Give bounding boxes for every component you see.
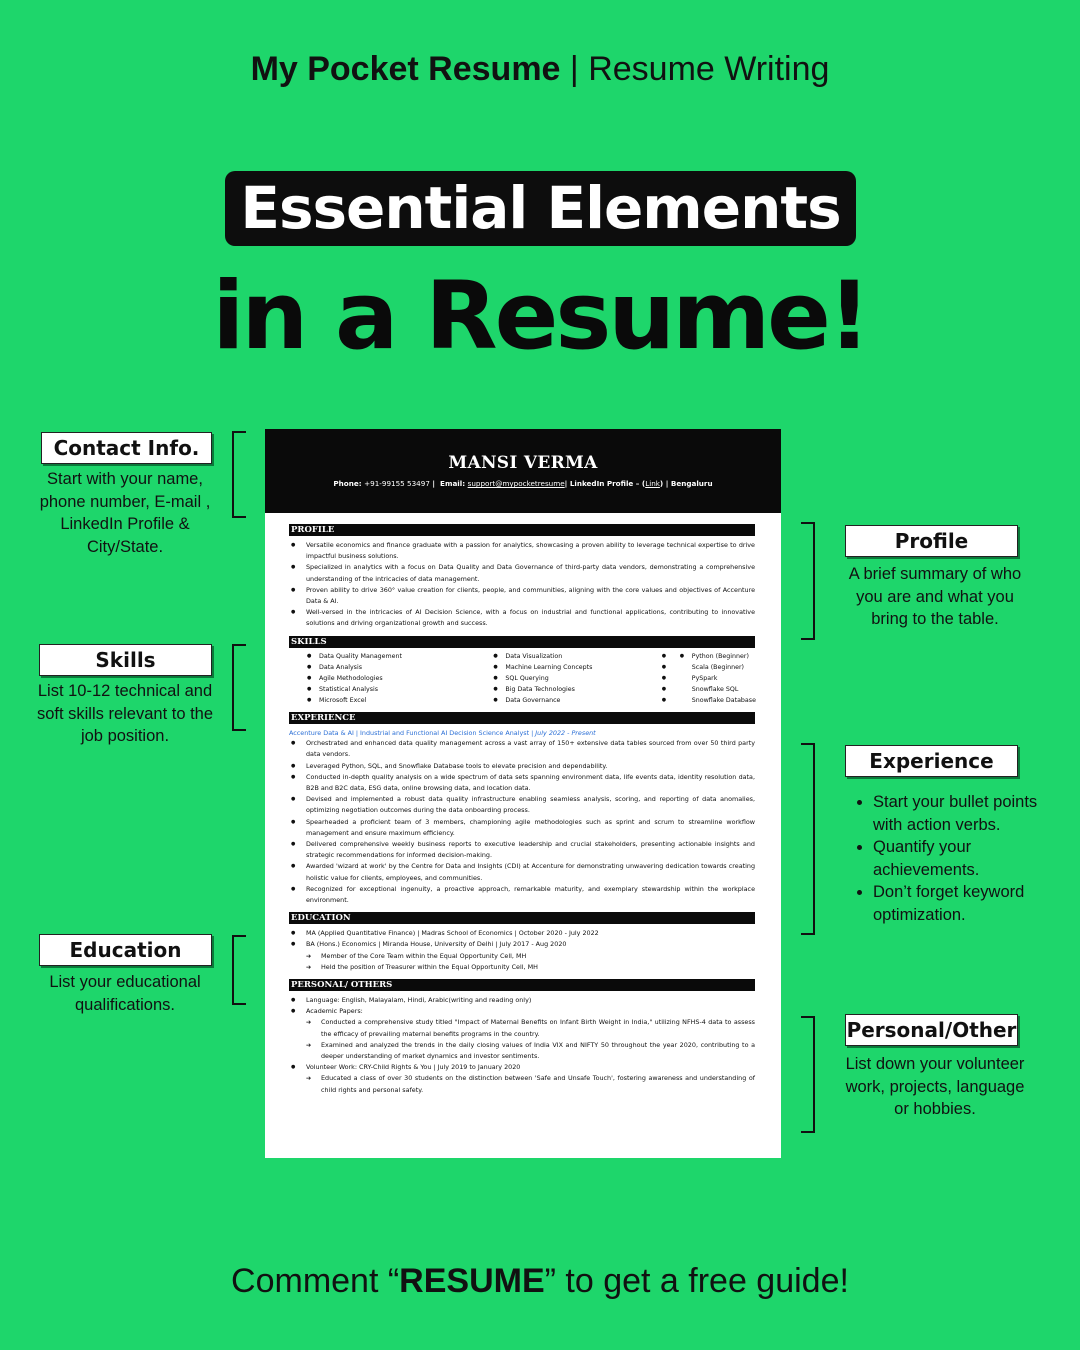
experience-tip: • Don’t forget keyword optimization. [873, 881, 1051, 926]
skill-item: ● Snowflake Database [662, 695, 755, 706]
education-bracket [232, 935, 246, 1005]
experience-tip: • Quantify your achievements. [873, 836, 1051, 881]
skill-item: ● Big Data Technologies [475, 684, 661, 695]
skill-item: ● Data Analysis [289, 662, 475, 673]
linkedin-link[interactable]: Link [645, 479, 660, 488]
experience-bracket [801, 743, 815, 935]
footer-pre: Comment “ [231, 1262, 400, 1300]
contact-info-desc: Start with your name, phone number, E-mail , LinkedIn Profile & City/State. [39, 470, 211, 556]
experience-role [289, 729, 755, 737]
personal-bracket [801, 1016, 815, 1133]
contact-info-label: Contact Info. [41, 432, 212, 464]
skills-label: Skills [39, 644, 212, 676]
list-item: ➔ Member of the Core Team within the Equal Opportunity Cell, MH [289, 951, 755, 962]
brand-name: My Pocket Resume [250, 50, 561, 88]
section-education: EDUCATION [289, 912, 755, 924]
header-subtitle: Resume Writing [588, 50, 830, 88]
resume-header [265, 429, 781, 513]
phone-label: Phone: [333, 479, 362, 488]
education-list [289, 928, 755, 973]
section-experience: EXPERIENCE [289, 712, 755, 724]
list-item: ● Delivered comprehensive weekly business reports to executive leadership and crucial stakeholders, presenting actionable insights and strategic recommendations for informed decision-making. [289, 839, 755, 861]
list-item: ➔ Held the position of Treasurer within the Equal Opportunity Cell, MH [289, 962, 755, 973]
list-item: ● BA (Hons.) Economics | Miranda House, University of Delhi | July 2017 - Aug 2020 [289, 939, 755, 950]
resume-contact: Phone: +91-99155 53497 | Email: support@mypocketresume| LinkedIn Profile – (Link) | Bengaluru [333, 479, 713, 488]
profile-bracket [801, 522, 815, 640]
education-label: Education [39, 934, 212, 966]
list-item: ● Well-versed in the intricacies of AI Decision Science, with a focus on industrial and functional applications, contributing to innovative solutions and driving organizational growth and success. [289, 607, 755, 629]
skill-item: ● Statistical Analysis [289, 684, 475, 695]
list-item: ● Versatile economics and finance graduate with a passion for analytics, showcasing a proven ability to leverage technical expertise to drive impactful business solutions. [289, 540, 755, 562]
list-item: ● Devised and implemented a robust data quality infrastructure enabling seamless analysis, scoring, and reporting of data anomalies, optimizing negotiation outcomes during the data onboarding process. [289, 794, 755, 816]
skill-item: ● Data Governance [475, 695, 661, 706]
footer-post: ” to get a free guide! [544, 1262, 849, 1300]
linkedin-end: ) [659, 479, 664, 488]
list-item: ● Language: English, Malayalam, Hindi, Arabic(writing and reading only) [289, 995, 755, 1006]
skill-item: ● PySpark [662, 673, 755, 684]
phone-value: +91-99155 53497 [364, 479, 430, 488]
experience-dates: July 2022 - Present [535, 729, 596, 738]
resume-sample [265, 429, 781, 1158]
profile-desc: A brief summary of who you are and what you bring to the table. [848, 565, 1022, 628]
profile-list [289, 540, 755, 630]
skill-item: ● Machine Learning Concepts [475, 662, 661, 673]
education-desc: List your educational qualifications. [49, 973, 201, 1014]
skill-item: ● Agile Methodologies [289, 673, 475, 684]
list-item: ● Conducted in-depth quality analysis on a wide spectrum of data sets spanning environment data, life events data, identity resolution data, B2B and B2C data, ESG data, online browsing data, and location data. [289, 772, 755, 794]
skill-item: ● Snowflake SQL [662, 684, 755, 695]
list-item: ● Proven ability to drive 360° value creation for clients, people, and communities, aligning with the core values and objectives of Accenture Data & AI. [289, 585, 755, 607]
skill-item: ● ● Data Visualization [475, 651, 661, 662]
skills-bracket [232, 644, 246, 731]
list-item: ● Orchestrated and enhanced data quality management across a vast array of 150+ extensive data tables sourced from over 50 third party data vendors. [289, 738, 755, 760]
city: Bengaluru [670, 479, 713, 488]
email-link[interactable]: support@mypocketresume [467, 479, 565, 488]
list-item: ➔ Educated a class of over 30 students on the distinction between 'Safe and Unsafe Touch', fostering awareness and understanding of child rights and personal safety. [289, 1073, 755, 1095]
header [0, 50, 1080, 89]
experience-tips [851, 791, 1051, 926]
list-item: ● Spearheaded a proficient team of 3 members, championing agile methodologies such as sprint and scrum to streamline workflow management and ensure maximum efficiency. [289, 817, 755, 839]
section-skills: SKILLS [289, 636, 755, 648]
experience-tip: • Start your bullet points with action verbs. [873, 791, 1051, 836]
profile-label: Profile [845, 525, 1018, 557]
header-separator: | [560, 50, 589, 88]
contact-bracket [232, 431, 246, 518]
footer-keyword: RESUME [399, 1262, 545, 1300]
skills-grid [289, 651, 755, 706]
list-item: ● Recognized for exceptional ingenuity, a proactive approach, remarkable maturity, and exemplary stewardship within the workplace environment. [289, 884, 755, 906]
section-personal: PERSONAL/ OTHERS [289, 979, 755, 991]
personal-label: Personal/Other [845, 1014, 1018, 1046]
list-item: ● Leveraged Python, SQL, and Snowflake Database tools to elevate precision and dependability. [289, 761, 755, 772]
list-item: ➔ Conducted a comprehensive study titled "Impact of Maternal Benefits on Infant Birth Weight in India," utilizing NFHS-4 data to assess the efficacy of prevailing maternal benefits programs in the country. [289, 1017, 755, 1039]
list-item: ● Awarded 'wizard at work' by the Centre for Data and Insights (CDI) at Accenture for demonstrating unwavering dedication towards creating holistic value for clients, employees, and communities. [289, 861, 755, 883]
experience-list [289, 738, 755, 906]
skill-item: ● Microsoft Excel [289, 695, 475, 706]
skills-desc: List 10-12 technical and soft skills relevant to the job position. [36, 682, 214, 745]
list-item: ● Volunteer Work: CRY-Child Rights & You | July 2019 to January 2020 [289, 1062, 755, 1073]
personal-desc: List down your volunteer work, projects, language or hobbies. [845, 1055, 1025, 1118]
personal-list [289, 995, 755, 1096]
list-item: ● MA (Applied Quantitative Finance) | Madras School of Economics | October 2020 - July 2022 [289, 928, 755, 939]
linkedin-label: LinkedIn Profile – ( [569, 479, 646, 488]
skill-item: ● SQL Querying [475, 673, 661, 684]
list-item: ● Academic Papers: [289, 1006, 755, 1017]
skill-item: ● Scala (Beginner) [662, 662, 755, 673]
experience-company: Accenture Data & AI | Industrial and Functional AI Decision Science Analyst | [289, 729, 536, 738]
resume-name: MANSI VERMA [448, 453, 598, 473]
experience-label: Experience [845, 745, 1018, 777]
section-profile: PROFILE [289, 524, 755, 536]
skill-item: ● ● Python (Beginner) [662, 651, 755, 662]
title-line-2: in a Resume! [212, 262, 868, 371]
skill-item: ● ● Data Quality Management [289, 651, 475, 662]
email-label: Email: [440, 479, 466, 488]
resume-body [265, 513, 781, 1096]
list-item: ➔ Examined and analyzed the trends in the daily closing values of India VIX and NIFTY 50 throughout the year 2020, contributing to a deeper understanding of market dynamics and investor sentiments. [289, 1040, 755, 1062]
title-line-1: Essential Elements [225, 171, 856, 246]
list-item: ● Specialized in analytics with a focus on Data Quality and Data Governance of third-party data vendors, demonstrating a comprehensive understanding of the intricacies of data management. [289, 562, 755, 584]
footer-cta [0, 1262, 1080, 1301]
